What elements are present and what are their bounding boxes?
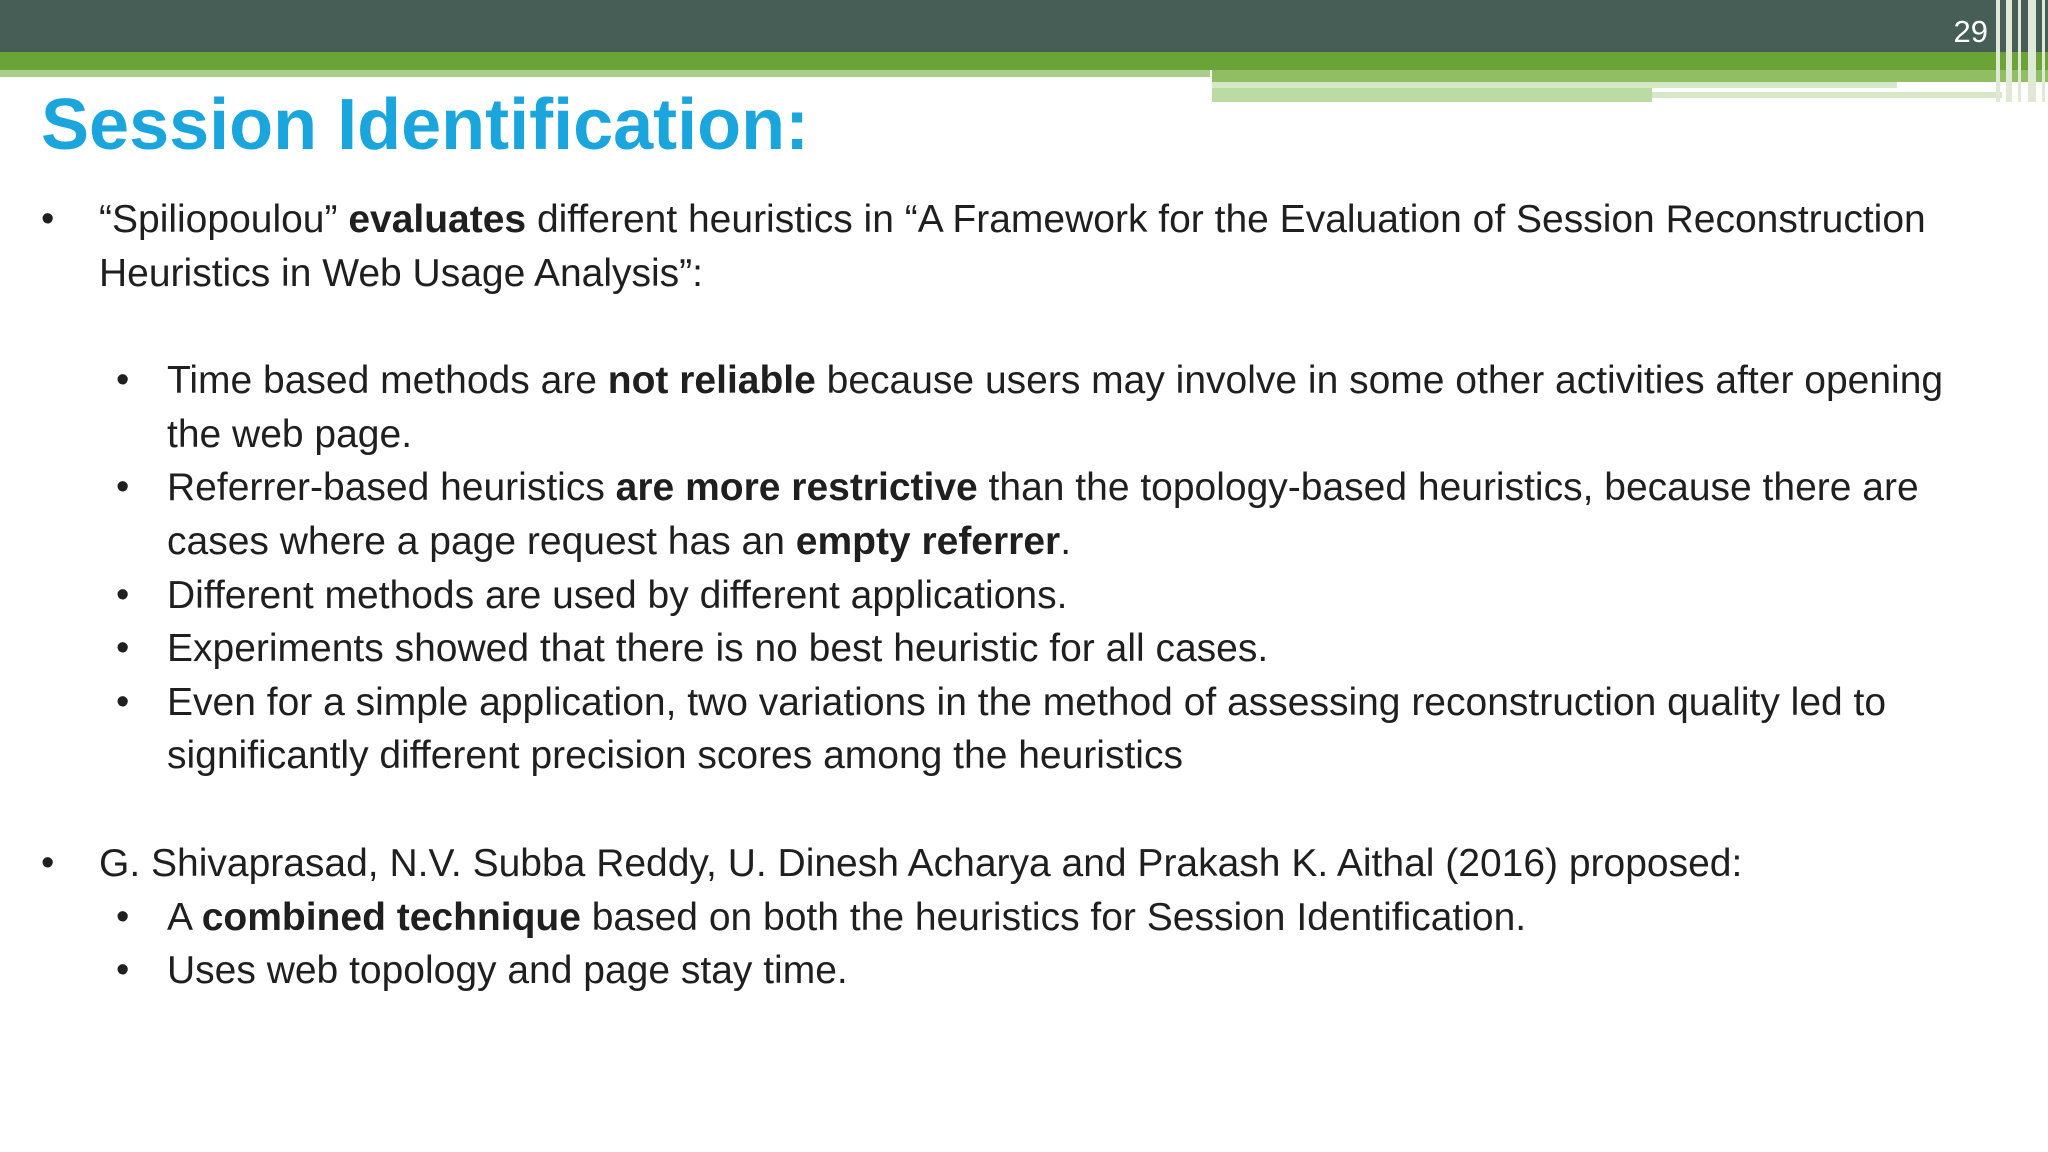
text-run: than the topology-based heuristics, because there are cases where a page request has an (167, 466, 1919, 563)
bullet-marker: • (116, 680, 130, 723)
text-run: Time based methods are (167, 359, 608, 403)
text-run: Experiments showed that there is no best heuristic for all cases. (167, 627, 1269, 671)
header-band-light (0, 70, 1210, 77)
header-band-dark (0, 0, 2048, 52)
bullet-marker: • (41, 841, 55, 884)
bullet-marker: • (116, 627, 130, 670)
sub-bullet-item (0, 569, 1967, 623)
text-run: different heuristics in “A Framework for the Evaluation of Session Reconstruction Heuristics in Web Usage Analysis”: (99, 198, 1926, 295)
header-band-right-pale (1652, 92, 2002, 98)
header-band-right (1212, 70, 2048, 82)
text-run: Even for a simple application, two variations in the method of assessing reconstruction quality led to significantly different precision scores among the heuristics (167, 680, 1887, 778)
text-run: Different methods are used by different applications. (167, 573, 1068, 617)
sub-bullet-item (0, 891, 1967, 945)
sub-bullet-item (0, 354, 1967, 461)
sub-bullet-item (0, 622, 1967, 676)
sub-bullet-item (0, 461, 1967, 568)
bullet-marker: • (116, 359, 130, 402)
sub-bullet-item (0, 944, 1967, 998)
bullet-item (0, 193, 1959, 300)
bullet-marker: • (116, 573, 130, 616)
text-run: because users may involve in some other activities after opening the web page. (167, 359, 1944, 456)
spacer (0, 783, 2048, 837)
bullet-marker: • (116, 466, 130, 509)
header-band-green (0, 52, 2048, 70)
text-run: A (167, 895, 202, 939)
text-run: G. Shivaprasad, N.V. Subba Reddy, U. Dinesh Acharya and Prakash K. Aithal (2016) proposed: (99, 841, 1743, 885)
bullet-marker: • (116, 949, 130, 992)
slide-number: 29 (1953, 14, 1988, 49)
bullet-marker: • (116, 895, 130, 938)
text-run: Referrer-based heuristics (167, 466, 616, 510)
text-run: . (1060, 519, 1072, 563)
bold-text-run: evaluates (348, 198, 527, 241)
header-band-right-light (1212, 88, 1652, 102)
bullet-item (0, 837, 1959, 891)
text-run: based on both the heuristics for Session Identification. (580, 895, 1527, 939)
header-stripes (1988, 0, 2048, 102)
bold-text-run: combined technique (201, 895, 581, 939)
bold-text-run: empty referrer (795, 519, 1061, 563)
sub-bullet-item (0, 676, 1967, 783)
text-run: Uses web topology and page stay time. (167, 949, 848, 993)
bold-text-run: are more restrictive (615, 466, 978, 510)
bold-text-run: not reliable (607, 359, 816, 403)
slide-body (0, 193, 2048, 998)
bullet-marker: • (41, 198, 55, 240)
slide-title: Session Identification: (41, 85, 810, 165)
spacer (0, 300, 2048, 354)
text-run: “Spiliopoulou” (99, 198, 349, 241)
